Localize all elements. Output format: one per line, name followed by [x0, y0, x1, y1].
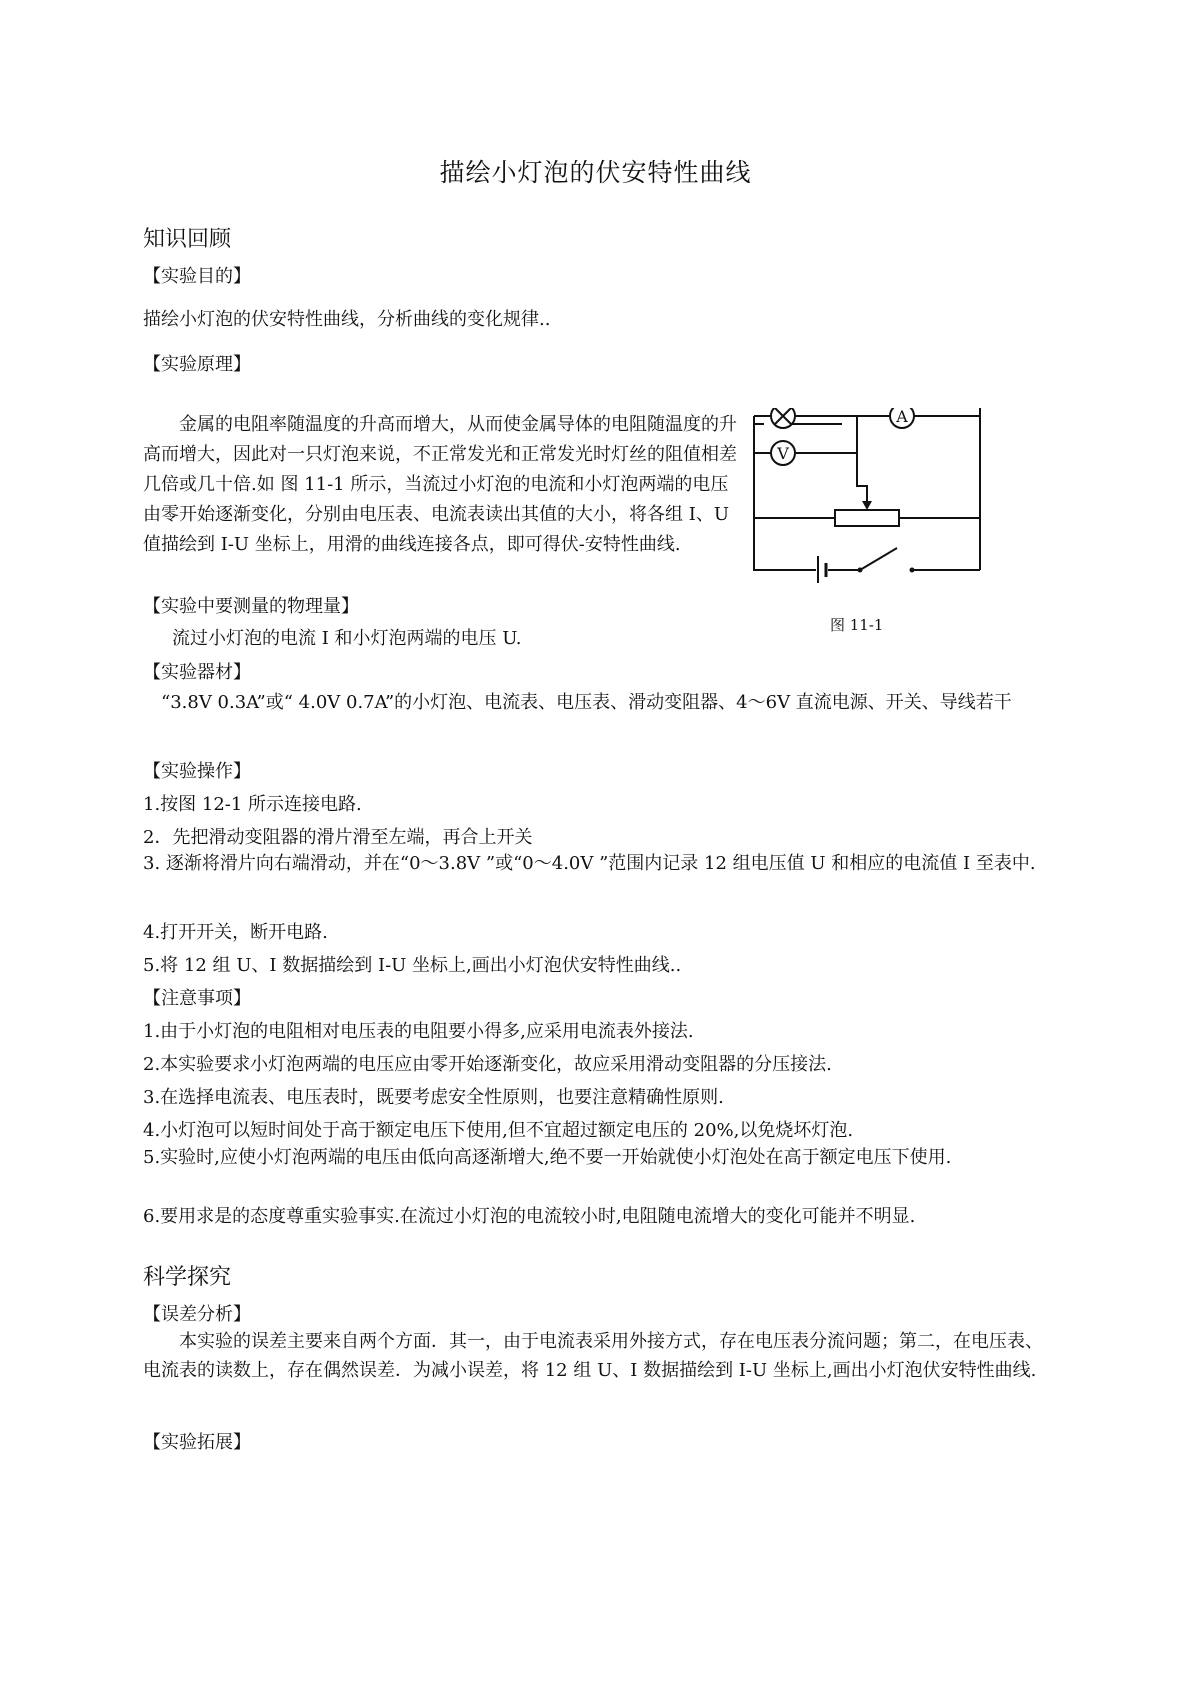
- ops-item: 3. 逐渐将滑片向右端滑动，并在“0～3.8V ”或“0～4.0V ”范围内记录 12 组电压值 U 和相应的电流值 I 至表中.: [143, 853, 1036, 874]
- switch-contact-icon: [858, 568, 863, 573]
- ops-heading: 【实验操作】: [143, 761, 251, 782]
- note-item: 1.由于小灯泡的电阻相对电压表的电阻要小得多,应采用电流表外接法.: [143, 1021, 694, 1042]
- measure-heading: 【实验中要测量的物理量】: [143, 596, 359, 617]
- note-item: 2.本实验要求小灯泡两端的电压应由零开始逐渐变化，故应采用滑动变阻器的分压接法.: [143, 1054, 832, 1075]
- voltmeter-icon: [771, 441, 795, 465]
- error-text: 本实验的误差主要来自两个方面．其一，由于电流表采用外接方式，存在电压表分流问题；第二，在电压表、电流表的读数上，存在偶然误差．为减小误差，将 12 组 U、I 数据描绘到 I-U 坐标上,画出小灯泡伏安特性曲线.: [143, 1331, 1043, 1381]
- voltmeter-label: V: [777, 444, 789, 463]
- ammeter-icon: [890, 408, 914, 428]
- section-heading-inquiry: 科学探究: [143, 1265, 232, 1290]
- purpose-text: 描绘小灯泡的伏安特性曲线，分析曲线的变化规律..: [143, 309, 551, 330]
- slider-arrow-icon: [862, 501, 872, 510]
- equipment-heading: 【实验器材】: [143, 662, 251, 683]
- principle-heading: 【实验原理】: [143, 354, 251, 375]
- note-item: 4.小灯泡可以短时间处于高于额定电压下使用,但不宜超过额定电压的 20%,以免烧坏灯泡.: [143, 1120, 854, 1141]
- circuit-diagram: [752, 408, 982, 583]
- note-item: 5.实验时,应使小灯泡两端的电压由低向高逐渐增大,绝不要一开始就使小灯泡处在高于额定电压下使用.: [143, 1147, 952, 1168]
- note-item: 3.在选择电流表、电压表时，既要考虑安全性原则，也要注意精确性原则.: [143, 1087, 724, 1108]
- ops-item: 2．先把滑动变阻器的滑片滑至左端，再合上开关: [143, 827, 533, 848]
- page-title: 描绘小灯泡的伏安特性曲线: [439, 158, 752, 187]
- section-heading-review: 知识回顾: [143, 227, 232, 252]
- measure-text: 流过小灯泡的电流 I 和小灯泡两端的电压 U.: [172, 628, 522, 649]
- principle-paragraph: [143, 410, 743, 560]
- battery-icon: [818, 556, 826, 583]
- lamp-icon: [771, 408, 795, 428]
- principle-text: 金属的电阻率随温度的升高而增大，从而使金属导体的电阻随温度的升高而增大，因此对一只灯泡来说，不正常发光和正常发光时灯丝的阻值相差几倍或几十倍.如 图 11-1 所示，当流过小灯泡的电流和小灯泡两端的电压由零开始逐渐变化，分别由电压表、电流表读出其值的大小，将各组 I、U 值描绘到 I-U 坐标上，用滑的曲线连接各点，即可得伏-安特性曲线.: [143, 414, 737, 555]
- rheostat-icon: [835, 510, 899, 526]
- note-item: 6.要用求是的态度尊重实验事实.在流过小灯泡的电流较小时,电阻随电流增大的变化可能并不明显.: [143, 1206, 916, 1227]
- switch-contact-icon: [910, 568, 915, 573]
- ops-item: 5.将 12 组 U、I 数据描绘到 I-U 坐标上,画出小灯泡伏安特性曲线..: [143, 955, 682, 976]
- equipment-text: “3.8V 0.3A”或“ 4.0V 0.7A”的小灯泡、电流表、电压表、滑动变阻器、4～6V 直流电源、开关、导线若干: [161, 692, 1012, 713]
- error-paragraph: [143, 1328, 1048, 1385]
- figure-caption: 图 11-1: [830, 616, 884, 634]
- extend-heading: 【实验拓展】: [143, 1432, 251, 1453]
- purpose-heading: 【实验目的】: [143, 266, 251, 287]
- equipment-paragraph: [143, 689, 1048, 718]
- notes-heading: 【注意事项】: [143, 988, 251, 1009]
- ops-item: 4.打开开关，断开电路.: [143, 922, 328, 943]
- error-heading: 【误差分析】: [143, 1304, 251, 1325]
- ammeter-label: A: [896, 408, 908, 426]
- ops-item: 1.按图 12-1 所示连接电路.: [143, 794, 362, 815]
